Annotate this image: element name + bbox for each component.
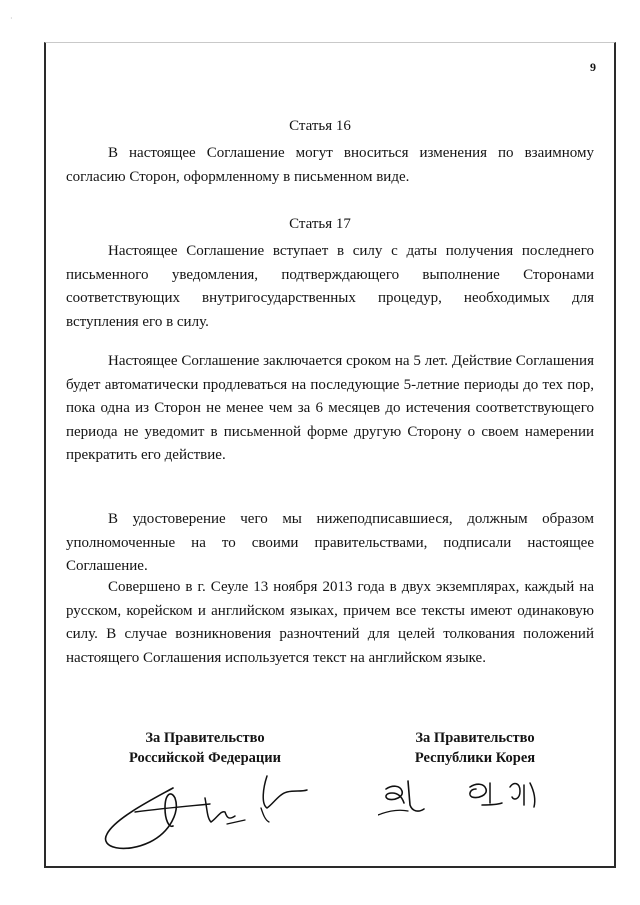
signatory-left [100,728,310,768]
signatory-right-line2: Республики Корея [414,750,536,766]
signatory-right [370,728,580,768]
article-17-paragraph-1: Настоящее Соглашение вступает в силу с даты получения последнего письменного уведомления, подтверждающего выполнение Сторонами соответствующих внутригосударственных процедур, необходимых для вступления его в силу. [66,243,594,330]
signatory-left-line1: За Правительство [145,730,265,746]
signature-left-image [95,768,315,860]
page-number: 9 [590,60,596,74]
article-16-paragraph: В настоящее Соглашение могут вноситься изменения по взаимному согласию Сторон, оформленному в письменном виде. [66,145,594,185]
witness-paragraph: В удостоверение чего мы нижеподписавшиеся, должным образом уполномоченные на то своими правительствами, подписали настоящее Соглашение. [66,511,594,574]
signature-right-image [378,775,558,825]
signatory-right-line1: За Правительство [415,730,535,746]
done-at-paragraph: Совершено в г. Сеуле 13 ноября 2013 года в двух экземплярах, каждый на русском, корейском и английском языках, причем все тексты имеют одинаковую силу. В случае возникновения разночтений для целей толкования положений настоящего Соглашения используется текст на английском языке. [66,579,594,666]
article-16-heading: Статья 16 [289,118,351,134]
signatory-left-line2: Российской Федерации [128,750,281,766]
article-17-heading: Статья 17 [289,216,351,232]
scan-artifact: · [10,14,13,23]
article-17-paragraph-2: Настоящее Соглашение заключается сроком на 5 лет. Действие Соглашения будет автоматически продлеваться на последующие 5-летние периоды до тех пор, пока одна из Сторон не менее чем за 6 месяцев до истечения соответствующего периода не уведомит в письменной форме другую Сторону о своем намерении прекратить его действие. [66,353,594,463]
